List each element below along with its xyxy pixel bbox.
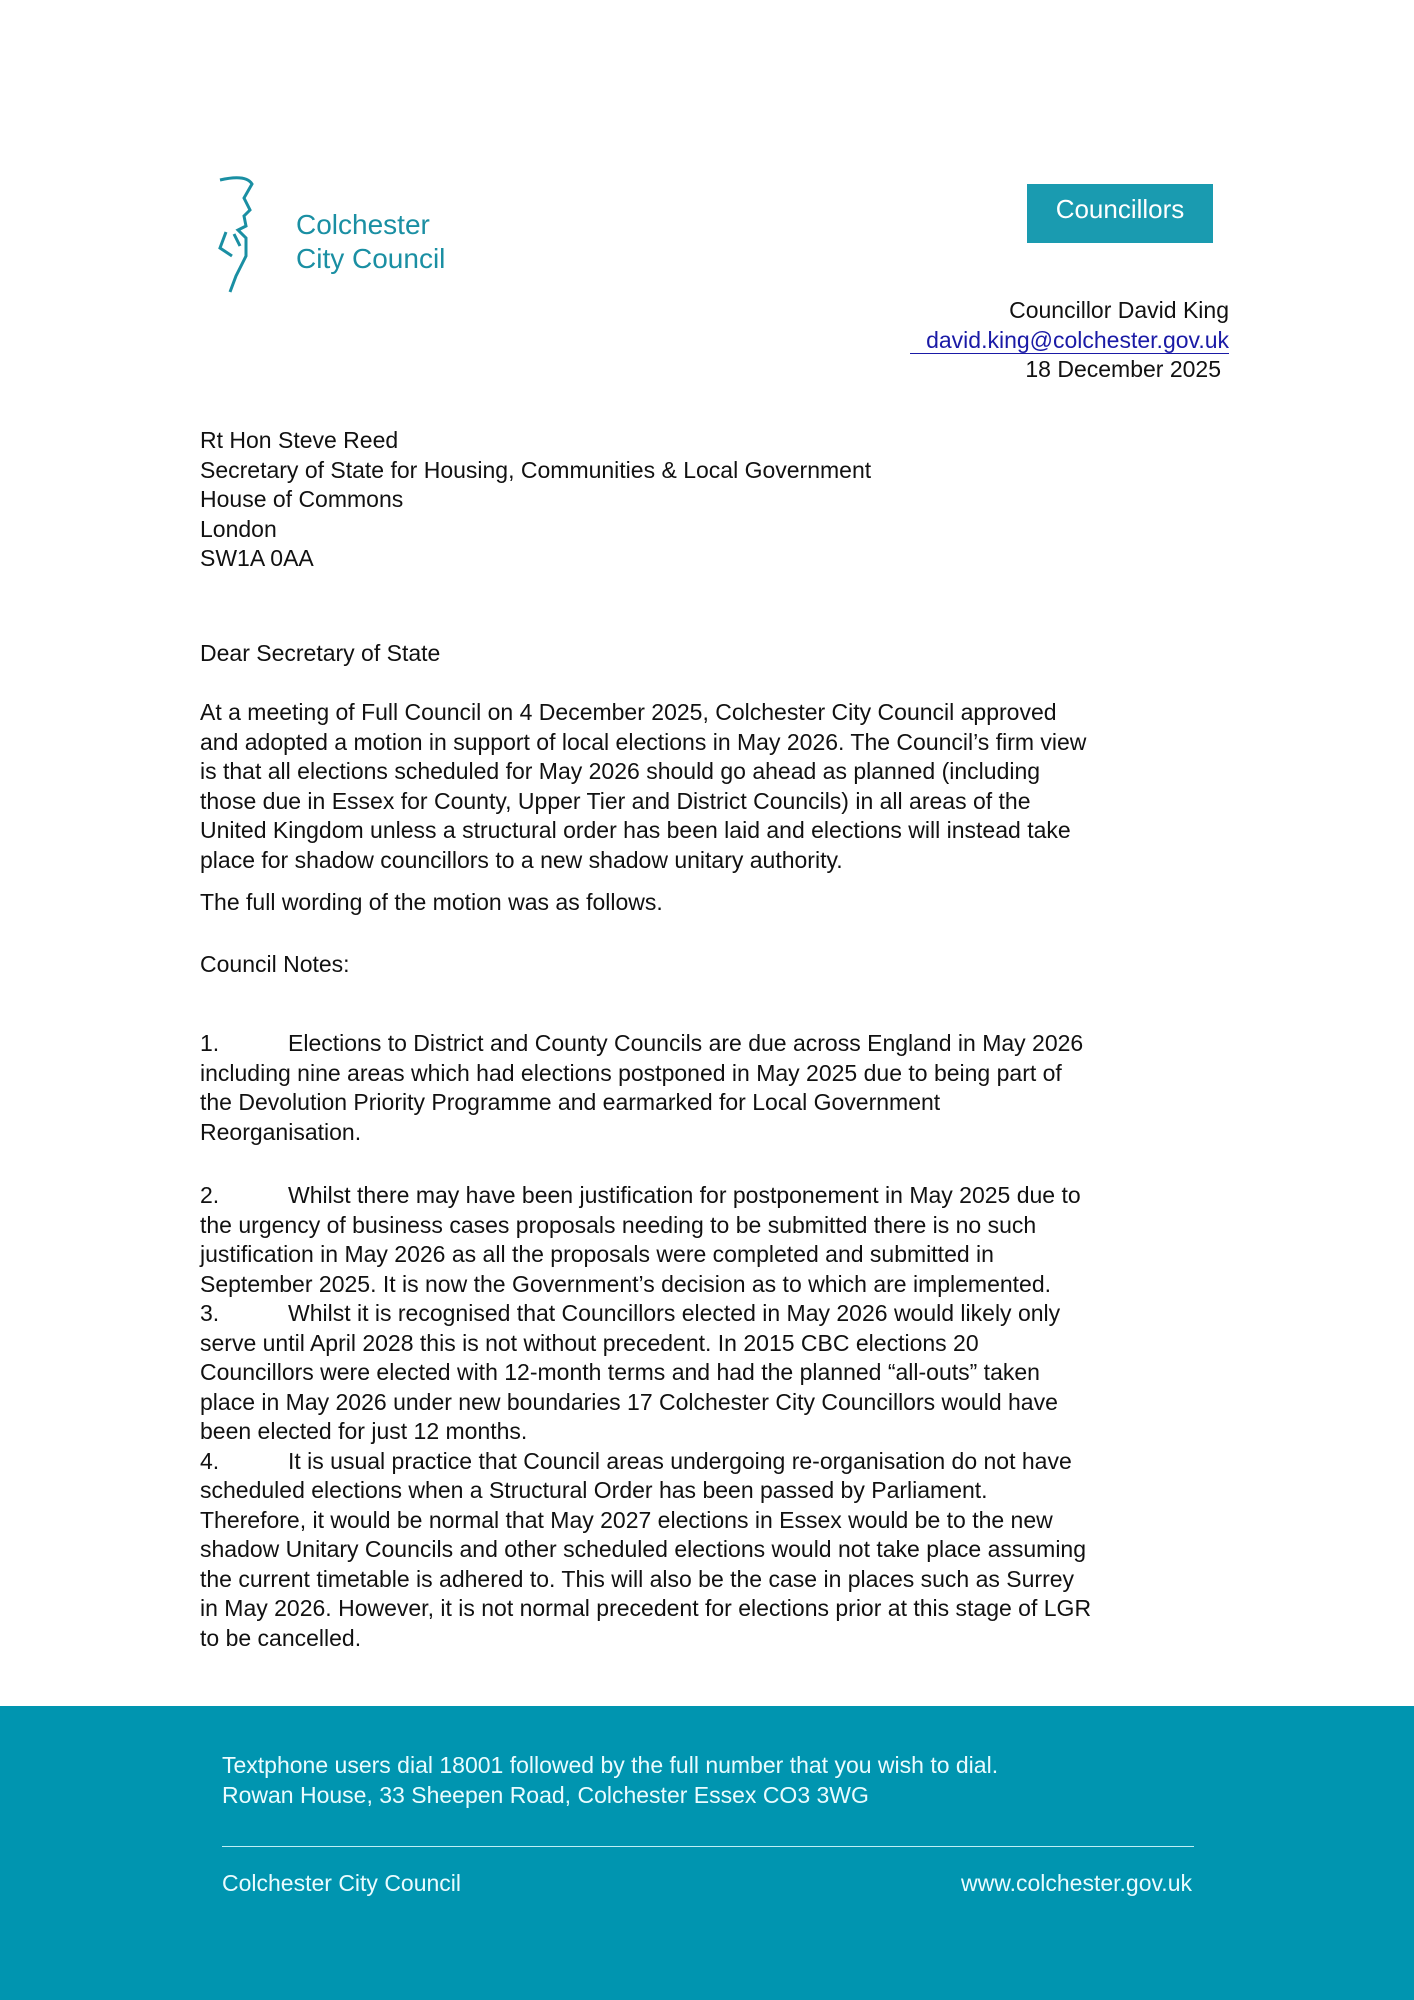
text-line: Whilst there may have been justification for postponement in May 2025 due to — [288, 1182, 1081, 1208]
note-2 — [200, 1181, 1091, 1653]
text-line: serve until April 2028 this is not without precedent. In 2015 CBC elections 20 — [200, 1329, 979, 1356]
text-line: September 2025. It is now the Government’s decision as to which are implemented. — [200, 1270, 1052, 1297]
text-line: and adopted a motion in support of local elections in May 2026. The Council’s firm view — [200, 728, 1087, 755]
text-line: Therefore, it would be normal that May 2027 elections in Essex would be to the new — [200, 1506, 1053, 1533]
address-line: House of Commons — [200, 486, 404, 512]
note-1 — [200, 1029, 1083, 1147]
logo-text-line1: Colchester — [296, 209, 430, 240]
address-line: SW1A 0AA — [200, 545, 314, 571]
letter-date: 18 December 2025 — [1025, 356, 1221, 382]
text-line: Whilst it is recognised that Councillors elected in May 2026 would likely only — [288, 1300, 1061, 1326]
text-line: the current timetable is adhered to. This will also be the case in places such as Surrey — [200, 1565, 1075, 1592]
intro-paragraph — [200, 698, 1086, 875]
footer-org-name: Colchester City Council — [222, 1870, 462, 1896]
note-number: 2. — [200, 1182, 220, 1208]
text-line: been elected for just 12 months. — [200, 1418, 528, 1444]
note-number: 3. — [200, 1300, 220, 1326]
textphone-info: Textphone users dial 18001 followed by the full number that you wish to dial. — [222, 1752, 999, 1778]
logo-head-icon — [216, 176, 286, 296]
sender-name: Councillor David King — [1009, 297, 1229, 323]
footer — [0, 1706, 1414, 2000]
logo-text-line2: City Council — [296, 243, 446, 274]
text-line: Councillors were elected with 12-month terms and had the planned “all-outs” taken — [200, 1359, 1040, 1385]
address-line: London — [200, 515, 277, 542]
text-line: Reorganisation. — [200, 1118, 362, 1145]
note-number: 4. — [200, 1447, 220, 1474]
recipient-address — [200, 426, 871, 574]
text-line: Elections to District and County Councils are due across England in May 2026 — [288, 1030, 1084, 1056]
councillors-badge: Councillors — [1027, 184, 1213, 243]
text-line: place in May 2026 under new boundaries 17 Colchester City Councillors would have — [200, 1388, 1058, 1415]
council-logo — [216, 176, 476, 296]
text-line: is that all elections scheduled for May 2026 should go ahead as planned (including — [200, 758, 1041, 784]
text-line: including nine areas which had elections postponed in May 2025 due to being part of — [200, 1059, 1062, 1086]
text-line: place for shadow councillors to a new shadow unitary authority. — [200, 846, 843, 873]
footer-divider — [222, 1846, 1194, 1847]
postal-address: Rowan House, 33 Sheepen Road, Colchester Essex CO3 3WG — [222, 1781, 869, 1808]
text-line: those due in Essex for County, Upper Tier and District Councils) in all areas of the — [200, 787, 1031, 814]
text-line: scheduled elections when a Structural Order has been passed by Parliament. — [200, 1477, 988, 1503]
salutation: Dear Secretary of State — [200, 640, 441, 666]
council-notes-heading: Council Notes: — [200, 951, 350, 977]
address-line: Rt Hon Steve Reed — [200, 427, 399, 453]
sender-block — [910, 296, 1229, 385]
text-line: in May 2026. However, it is not normal precedent for elections prior at this stage of LGR — [200, 1595, 1092, 1621]
motion-wording-intro: The full wording of the motion was as follows. — [200, 889, 663, 915]
note-number: 1. — [200, 1030, 220, 1056]
text-line: United Kingdom unless a structural order has been laid and elections will instead take — [200, 817, 1071, 843]
text-line: shadow Unitary Councils and other scheduled elections would not take place assuming — [200, 1536, 1087, 1562]
website-link[interactable]: www.colchester.gov.uk — [961, 1870, 1192, 1896]
text-line: It is usual practice that Council areas undergoing re-organisation do not have — [288, 1447, 1072, 1474]
address-line: Secretary of State for Housing, Communities & Local Government — [200, 456, 872, 483]
text-line: the Devolution Priority Programme and earmarked for Local Government — [200, 1089, 941, 1115]
text-line: justification in May 2026 as all the proposals were completed and submitted in — [200, 1241, 994, 1267]
text-line: At a meeting of Full Council on 4 December 2025, Colchester City Council approved — [200, 699, 1057, 725]
sender-email-link[interactable]: david.king@colchester.gov.uk — [910, 327, 1229, 354]
text-line: the urgency of business cases proposals needing to be submitted there is no such — [200, 1211, 1037, 1238]
text-line: to be cancelled. — [200, 1624, 362, 1651]
